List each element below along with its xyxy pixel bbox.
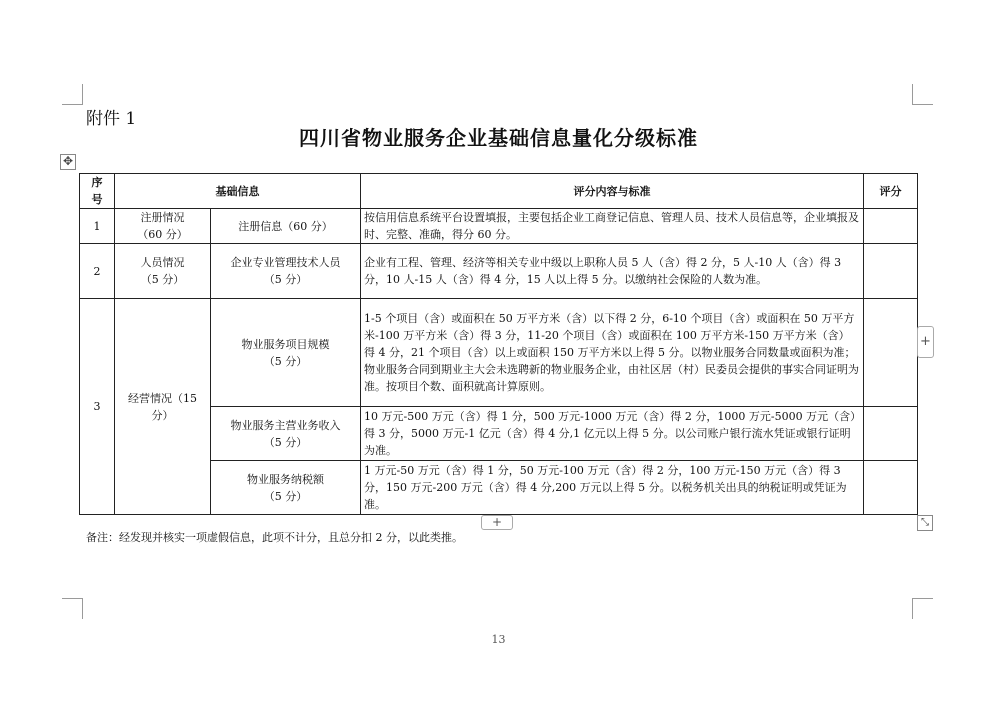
item-line1: 企业专业管理技术人员 [230, 256, 341, 269]
row-category [115, 209, 211, 244]
table-row [80, 209, 918, 244]
row-criteria: 1 万元-50 万元（含）得 1 分，50 万元-100 万元（含）得 2 分，100 万元-150 万元（含）得 3 分，150 万元-200 万元（含）得 4 分,200 万元以上得 5 分。以税务机关出具的纳税证明或凭证为准。 [361, 461, 864, 515]
item-line2: （5 分） [263, 273, 308, 286]
row-category [115, 299, 211, 515]
category-line1: 注册情况 [140, 211, 185, 224]
table-resize-handle-icon[interactable]: ⤡ [917, 515, 933, 531]
row-item [211, 461, 361, 515]
row-criteria: 企业有工程、管理、经济等相关专业中级以上职称人员 5 人（含）得 2 分，5 人-10 人（含）得 3 分，10 人-15 人（含）得 4 分，15 人以上得 5 分。以缴纳社会保险的人数为准。 [361, 244, 864, 299]
row-category [115, 244, 211, 299]
row-seq: 1 [80, 209, 115, 244]
item-line2: （5 分） [263, 489, 308, 503]
row-score-cell[interactable] [864, 209, 918, 244]
row-criteria: 10 万元-500 万元（含）得 1 分，500 万元-1000 万元（含）得 2 分，1000 万元-5000 万元（含）得 3 分，5000 万元-1 亿元（含）得 4 分,1 亿元以上得 5 分。以公司账户银行流水凭证或银行证明为准。 [361, 407, 864, 461]
category-line2: （60 分） [137, 228, 188, 241]
table-row [80, 299, 918, 407]
row-seq: 2 [80, 244, 115, 299]
header-seq-line2: 号 [91, 193, 103, 206]
add-row-button[interactable]: + [481, 515, 513, 530]
row-item [211, 299, 361, 407]
item-line1: 物业服务纳税额 [247, 472, 324, 486]
row-score-cell[interactable] [864, 244, 918, 299]
table-row [80, 244, 918, 299]
header-seq [80, 174, 115, 209]
crop-mark-bottom-right [912, 598, 933, 619]
item-line1: 物业服务项目规模 [241, 337, 330, 351]
crop-mark-top-right [912, 84, 933, 105]
row-score-cell[interactable] [864, 407, 918, 461]
attachment-label: 附件 1 [86, 109, 137, 129]
row-criteria: 1-5 个项目（含）或面积在 50 万平方米（含）以下得 2 分，6-10 个项目（含）或面积在 50 万平方米-100 万平方米（含）得 3 分，11-20 个项目（含）或面积在 100 万平方米-150 万平方米（含）得 4 分，21 个项目（含）以上或面积 150 万平方米以上得 5 分。以物业服务合同数量或面积为准；物业服务合同到期业主大会未选聘新的物业服务企业，由社区居（村）民委员会提供的事实合同证明为准。按项目个数、面积就高计算原则。 [361, 299, 864, 407]
row-item [211, 244, 361, 299]
crop-mark-top-left [62, 84, 83, 105]
add-column-button[interactable]: + [917, 326, 934, 358]
item-line1: 物业服务主营业务收入 [230, 418, 341, 432]
row-score-cell[interactable] [864, 461, 918, 515]
header-score: 评分 [864, 174, 918, 209]
category-line2: （5 分） [140, 273, 185, 286]
header-basic-info: 基础信息 [115, 174, 361, 209]
row-item [211, 407, 361, 461]
footnote: 备注：经发现并核实一项虚假信息，此项不计分，且总分扣 2 分，以此类推。 [86, 531, 463, 544]
header-criteria: 评分内容与标准 [361, 174, 864, 209]
table-move-handle-icon[interactable]: ✥ [60, 154, 76, 170]
row-seq: 3 [80, 299, 115, 515]
crop-mark-bottom-left [62, 598, 83, 619]
category-line1: 经营情况（15 [128, 391, 197, 405]
category-line1: 人员情况 [140, 256, 185, 269]
header-seq-line1: 序 [91, 176, 103, 189]
row-item: 注册信息（60 分） [211, 209, 361, 244]
table-header-row [80, 174, 918, 209]
page-number: 13 [491, 633, 506, 646]
item-line2: （5 分） [263, 435, 308, 449]
category-line2: 分） [151, 408, 174, 422]
document-title: 四川省物业服务企业基础信息量化分级标准 [299, 126, 698, 150]
row-criteria: 按信用信息系统平台设置填报，主要包括企业工商登记信息、管理人员、技术人员信息等，企业填报及时、完整、准确，得分 60 分。 [361, 209, 864, 244]
item-line2: （5 分） [263, 354, 308, 368]
row-score-cell[interactable] [864, 299, 918, 407]
criteria-table [79, 173, 918, 515]
